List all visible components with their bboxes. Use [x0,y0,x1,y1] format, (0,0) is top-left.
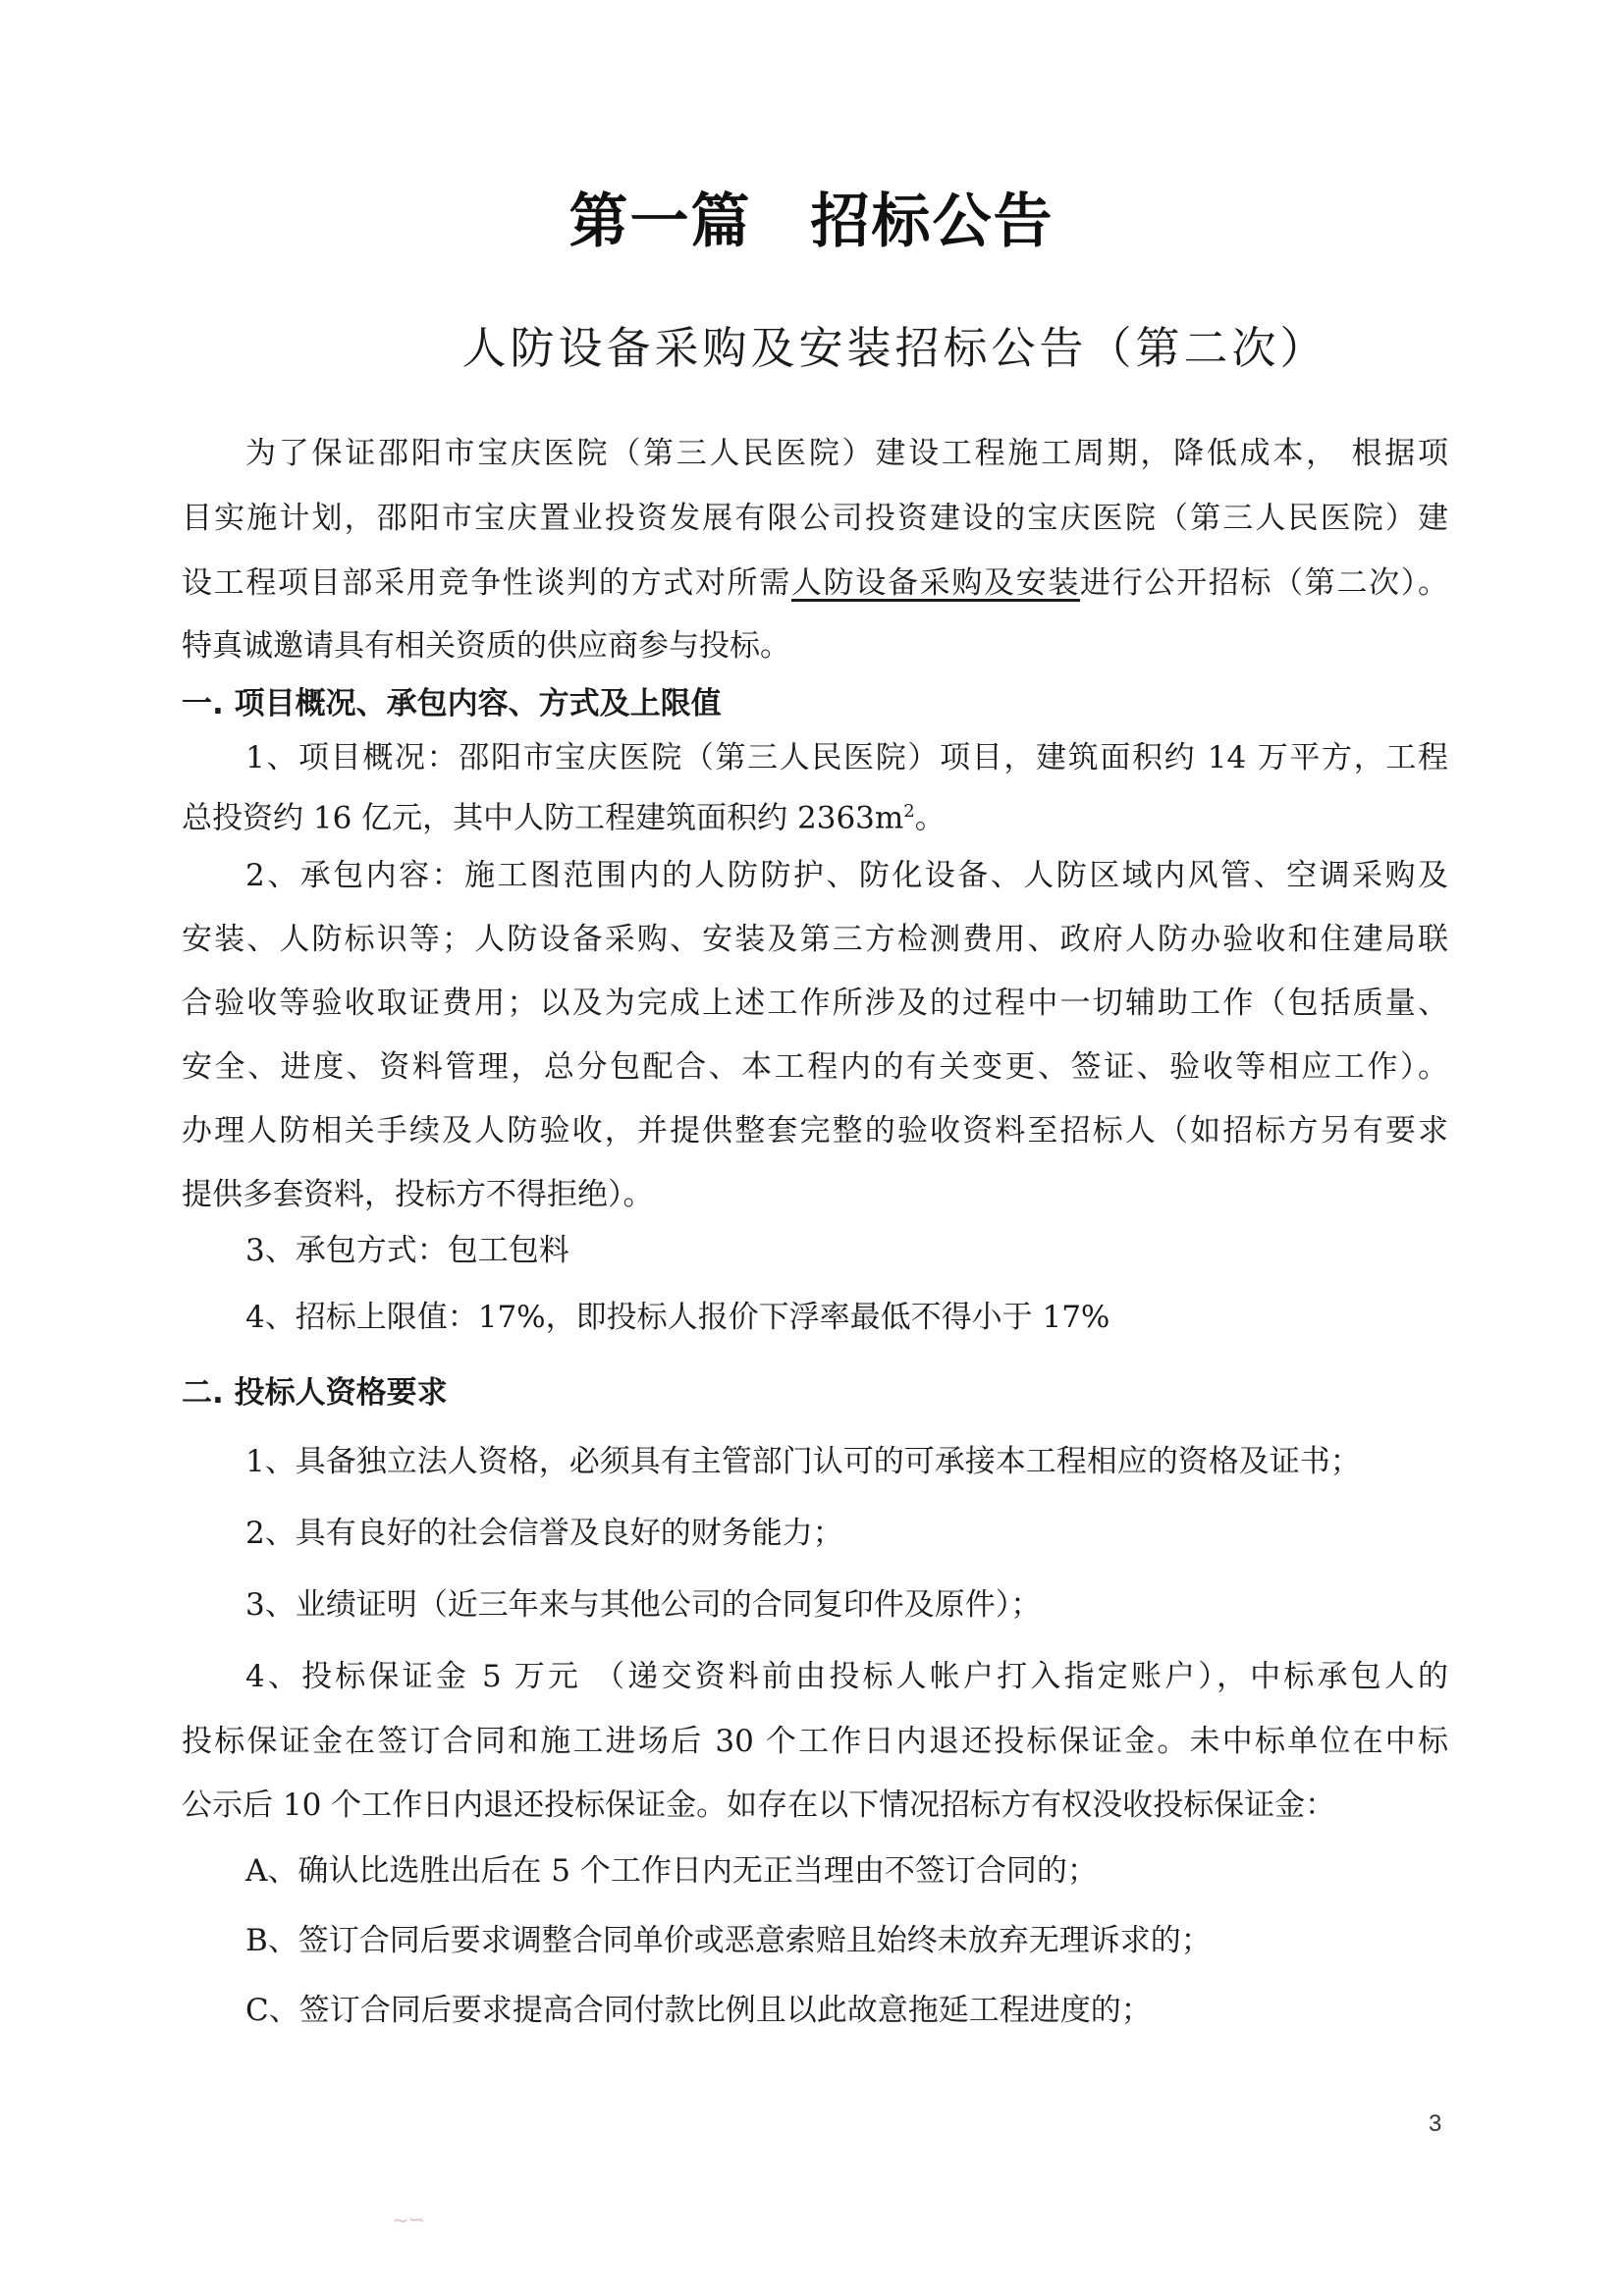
s1-item4: 4、招标上限值：17%，即投标人报价下浮率最低不得小于 17% [245,1300,1110,1335]
s1-item1-line-2 [182,790,1448,839]
title-name: 招标公告 [810,187,1055,256]
intro-line-3 [182,561,1448,605]
s2-item3: 3、业绩证明（近三年来与其他公司的合同复印件及原件）； [245,1587,1042,1623]
section-1-heading: 一. 项目概况、承包内容、方式及上限值 [182,686,722,721]
intro-line-2: 目实施计划，邵阳市宝庆置业投资发展有限公司投资建设的宝庆医院（第三人民医院）建 [182,501,1448,536]
s2-item2: 2、具有良好的社会信誉及良好的财务能力； [245,1516,843,1551]
underlined-subject: 人防设备采购及安装 [790,565,1081,601]
title-part: 第一篇 [568,187,752,256]
intro-line-4: 特真诚邀请具有相关资质的供应商参与投标。 [182,628,790,664]
intro-line-3-b: 进行公开招标（第二次）。 [1080,565,1449,601]
s1-item1-end: 。 [914,800,946,836]
intro-line-3-a: 设工程项目部采用竞争性谈判的方式对所需 [182,565,791,601]
s1-item2-line-2: 安装、人防标识等；人防设备采购、安装及第三方检测费用、政府人防办验收和住建局联 [182,922,1448,957]
s1-item2-line-1: 2、承包内容：施工图范围内的人防防护、防化设备、人防区域内风管、空调采购及 [245,858,1448,893]
s2-item4-line-3: 公示后 10 个工作日内退还投标保证金。如存在以下情况招标方有权没收投标保证金： [182,1788,1336,1823]
s1-item2-line-3: 合验收等验收取证费用；以及为完成上述工作所涉及的过程中一切辅助工作（包括质量、 [182,986,1448,1021]
section-2-heading: 二. 投标人资格要求 [182,1375,448,1411]
page-number: 3 [1429,2110,1442,2137]
s2-item-b: B、签订合同后要求调整合同单价或恶意索赔且始终未放弃无理诉求的； [245,1923,1212,1958]
s2-item4-line-1: 4、投标保证金 5 万元 （递交资料前由投标人帐户打入指定账户），中标承包人的 [245,1659,1448,1694]
document-subtitle: 人防设备采购及安装招标公告（第二次） [461,322,1328,374]
s1-item2-line-5: 办理人防相关手续及人防验收，并提供整套完整的验收资料至招标人（如招标方另有要求 [182,1113,1448,1148]
intro-line-1: 为了保证邵阳市宝庆医院（第三人民医院）建设工程施工周期，降低成本， 根据项 [245,436,1448,471]
s1-item1-text: 总投资约 16 亿元，其中人防工程建筑面积约 2363m [182,800,904,836]
s1-item3: 3、承包方式：包工包料 [245,1233,569,1268]
page-title [0,175,1623,259]
s2-item4-line-2: 投标保证金在签订合同和施工进场后 30 个工作日内退还投标保证金。未中标单位在中标 [182,1724,1448,1759]
s1-item2-line-4: 安全、进度、资料管理，总分包配合、本工程内的有关变更、签证、验收等相应工作）。 [182,1049,1448,1085]
s2-item-a: A、确认比选胜出后在 5 个工作日内无正当理由不签订合同的； [245,1853,1098,1889]
s1-item2-line-6: 提供多套资料，投标方不得拒绝）。 [182,1177,654,1212]
s2-item1: 1、具备独立法人资格，必须具有主管部门认可的可承接本工程相应的资格及证书； [245,1444,1361,1479]
superscript: 2 [903,801,915,822]
s2-item-c: C、签订合同后要求提高合同付款比例且以此故意拖延工程进度的； [245,1993,1152,2028]
scan-speck-mark [393,2214,426,2227]
s1-item1-line-1: 1、项目概况：邵阳市宝庆医院（第三人民医院）项目，建筑面积约 14 万平方，工程 [245,740,1448,775]
